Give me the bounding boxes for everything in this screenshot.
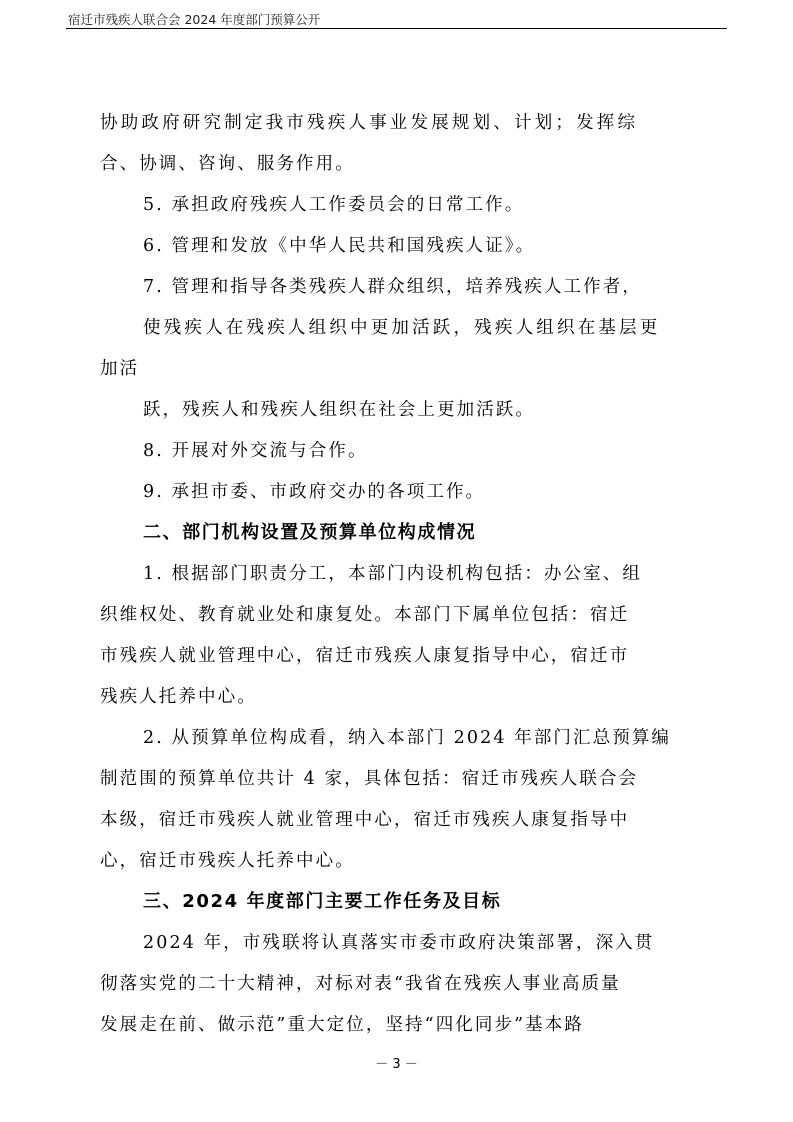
paragraph-line: 织维权处、教育就业处和康复处。本部门下属单位包括：宿迁 [100,605,630,625]
page-number: － 3 － [375,1057,418,1072]
paragraph-line: 跃，残疾人和残疾人组织在社会上更加活跃。 [143,400,535,420]
paragraph-line: 6. 管理和发放《中华人民共和国残疾人证》。 [143,236,536,256]
paragraph-line: 5. 承担政府残疾人工作委员会的日常工作。 [143,195,525,215]
paragraph-line: 1. 根据部门职责分工，本部门内设机构包括：办公室、组 [143,564,642,584]
paragraph-line: 9. 承担市委、市政府交办的各项工作。 [143,482,486,502]
paragraph-line: 合、协调、咨询、服务作用。 [100,154,355,174]
paragraph-line: 2024 年，市残联将认真落实市委市政府决策部署，深入贯 [143,933,655,953]
paragraph-line: 残疾人托养中心。 [100,687,257,707]
paragraph-line: 8. 开展对外交流与合作。 [143,441,368,461]
paragraph-line: 市残疾人就业管理中心，宿迁市残疾人康复指导中心，宿迁市 [100,646,630,666]
paragraph-line: 加活 [100,359,140,379]
paragraph-line: 制范围的预算单位共计 4 家，具体包括：宿迁市残疾人联合会 [100,769,639,789]
section-heading: 二、部门机构设置及预算单位构成情况 [143,522,477,543]
paragraph-line: 心，宿迁市残疾人托养中心。 [100,851,355,871]
paragraph-line: 发展走在前、做示范”重大定位，坚持“四化同步”基本路 [100,1015,584,1035]
section-heading: 三、2024 年度部门主要工作任务及目标 [143,891,502,912]
paragraph-line: 7. 管理和指导各类残疾人群众组织，培养残疾人工作者， [143,277,642,297]
header-divider [66,28,727,29]
document-header: 宿迁市残疾人联合会 2024 年度部门预算公开 [68,12,321,27]
paragraph-line: 彻落实党的二十大精神，对标对表“我省在残疾人事业高质量 [100,974,621,994]
paragraph-line: 使残疾人在残疾人组织中更加活跃，残疾人组织在基层更 [143,318,661,338]
paragraph-line: 协助政府研究制定我市残疾人事业发展规划、计划；发挥综 [100,113,639,133]
paragraph-line: 2. 从预算单位构成看，纳入本部门 2024 年部门汇总预算编 [143,728,672,748]
paragraph-line: 本级，宿迁市残疾人就业管理中心，宿迁市残疾人康复指导中 [100,810,630,830]
